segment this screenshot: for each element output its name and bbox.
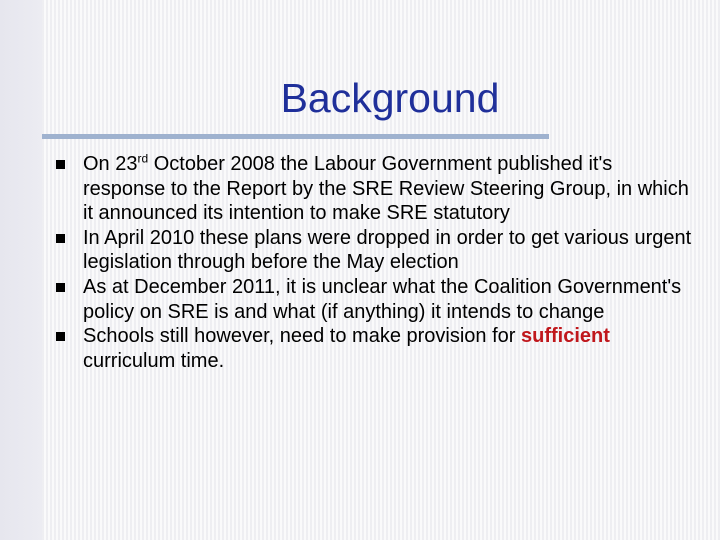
bullet-text-prefix: On 23: [83, 153, 138, 175]
title-underline: [42, 134, 549, 139]
bullet-text: Schools still however, need to make provision for: [83, 325, 521, 348]
bullet-text-suffix: curriculum time.: [83, 349, 225, 372]
square-bullet-icon: [56, 234, 65, 243]
square-bullet-icon: [56, 332, 65, 341]
bullet-item: [54, 152, 694, 226]
bullet-item: [54, 226, 694, 275]
ordinal-superscript: rd: [137, 151, 149, 166]
slide-title: Background: [280, 75, 500, 121]
highlight-text: sufficient: [521, 325, 610, 348]
square-bullet-icon: [56, 160, 65, 169]
bullet-item: [54, 324, 694, 373]
square-bullet-icon: [56, 283, 65, 292]
bullet-list: [54, 152, 694, 373]
bullet-text: October 2008 the Labour Government published it's response to the Report by the SRE Review Steering Group, in which it announced its intention to make SRE statutory: [83, 153, 689, 225]
bullet-text: In April 2010 these plans were dropped in order to get various urgent legislation through before the May election: [83, 226, 692, 274]
bullet-item: [54, 275, 694, 324]
bullet-text: As at December 2011, it is unclear what the Coalition Government's policy on SRE is and what (if anything) it intends to change: [83, 275, 682, 323]
